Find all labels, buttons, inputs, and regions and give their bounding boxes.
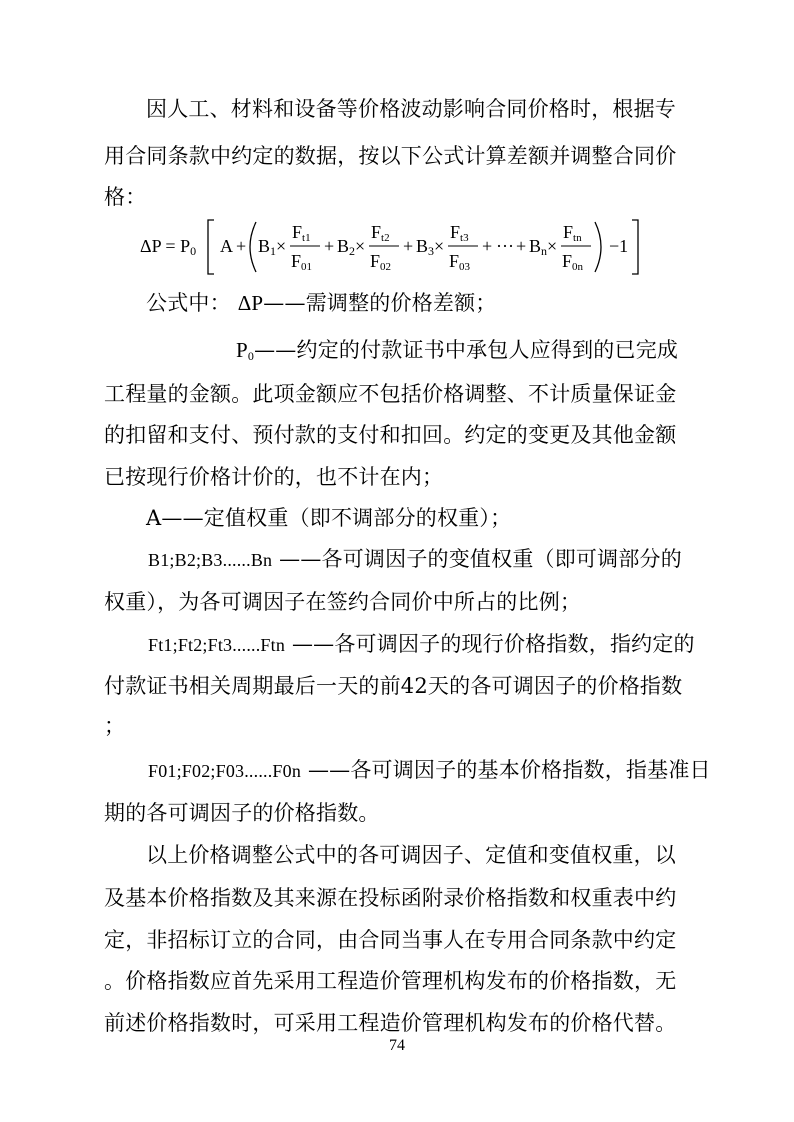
fraction-numerator: Ftn (563, 222, 582, 244)
fraction-denominator: F03 (449, 251, 471, 273)
definition-b: B1;B2;B3......Bn ——各可调因子的变值权重（即可调部分的 (148, 547, 682, 571)
right-paren (595, 222, 601, 272)
paragraph-line: 用合同条款中约定的数据，按以下公式计算差额并调整合同价 (104, 144, 677, 168)
formula-plus: + (482, 236, 493, 256)
paragraph-line: 格： (104, 185, 147, 209)
paragraph-line: 工程量的金额。此项金额应不包括价格调整、不计质量保证金 (104, 382, 677, 406)
times-sign: × (276, 236, 287, 256)
formula-bn: Bn (529, 236, 548, 258)
paragraph-line: 。价格指数应首先采用工程造价管理机构发布的价格指数，无 (104, 969, 677, 993)
paragraph-line: 因人工、材料和设备等价格波动影响合同价格时，根据专 (146, 97, 676, 121)
definition-a: A——定值权重（即不调部分的权重）； (146, 506, 512, 530)
fraction-denominator: F02 (370, 251, 392, 273)
page-number: 74 (389, 1037, 405, 1054)
fraction-numerator: Ft1 (292, 222, 311, 244)
price-adjustment-formula (140, 216, 640, 278)
formula-ellipsis: ··· (496, 236, 514, 256)
left-paren (250, 222, 256, 272)
definition-p0: $P_0——$约定的付款证书中承包人应得到的已完成 (236, 338, 679, 363)
formula-minus-one: −1 (609, 236, 629, 256)
right-bracket (632, 220, 638, 274)
definition-ft: Ft1;Ft2;Ft3......Ftn ——各可调因子的现行价格指数，指约定的 (148, 632, 695, 656)
formula-a: A (220, 236, 233, 256)
formula-lhs: ΔP = P0 (140, 236, 197, 258)
paragraph-line: 期的各可调因子的价格指数。 (104, 801, 380, 825)
formula-plus: + (324, 236, 335, 256)
paragraph-line: 的扣留和支付、预付款的支付和扣回。约定的变更及其他金额 (104, 423, 677, 447)
paragraph-line: 前述价格指数时，可采用工程造价管理机构发布的价格代替。 (104, 1011, 677, 1035)
paragraph-line: 已按现行价格计价的，也不计在内； (104, 465, 444, 489)
definition-f0: F01;F02;F03......F0n ——各可调因子的基本价格指数，指基准日 (148, 758, 711, 782)
fraction-denominator: F01 (291, 251, 313, 273)
times-sign: × (355, 236, 366, 256)
definition-dp: 公式中： ΔP——需调整的价格差额； (146, 291, 497, 315)
formula-b2: B2 (337, 236, 356, 258)
paragraph-line: ； (104, 714, 126, 738)
formula-plus: + (403, 236, 414, 256)
formula-b1: B1 (258, 236, 277, 258)
formula-plus: + (236, 236, 247, 256)
times-sign: × (434, 236, 445, 256)
formula-plus: + (516, 236, 527, 256)
paragraph-line: 及基本价格指数及其来源在投标函附录价格指数和权重表中约 (104, 886, 677, 910)
formula-b3: B3 (416, 236, 435, 258)
times-sign: × (547, 236, 558, 256)
paragraph-line: 付款证书相关周期最后一天的前42天的各可调因子的价格指数 (104, 674, 683, 698)
paragraph-line: 权重），为各可调因子在签约合同价中所占的比例； (104, 590, 582, 614)
paragraph-line: 定，非招标订立的合同，由合同当事人在专用合同条款中约定 (104, 928, 677, 952)
fraction-denominator: F0n (562, 251, 584, 273)
fraction-numerator: Ft2 (371, 222, 390, 244)
fraction-numerator: Ft3 (450, 222, 469, 244)
paragraph-line: 以上价格调整公式中的各可调因子、定值和变值权重，以 (146, 843, 676, 867)
left-bracket (208, 220, 214, 274)
